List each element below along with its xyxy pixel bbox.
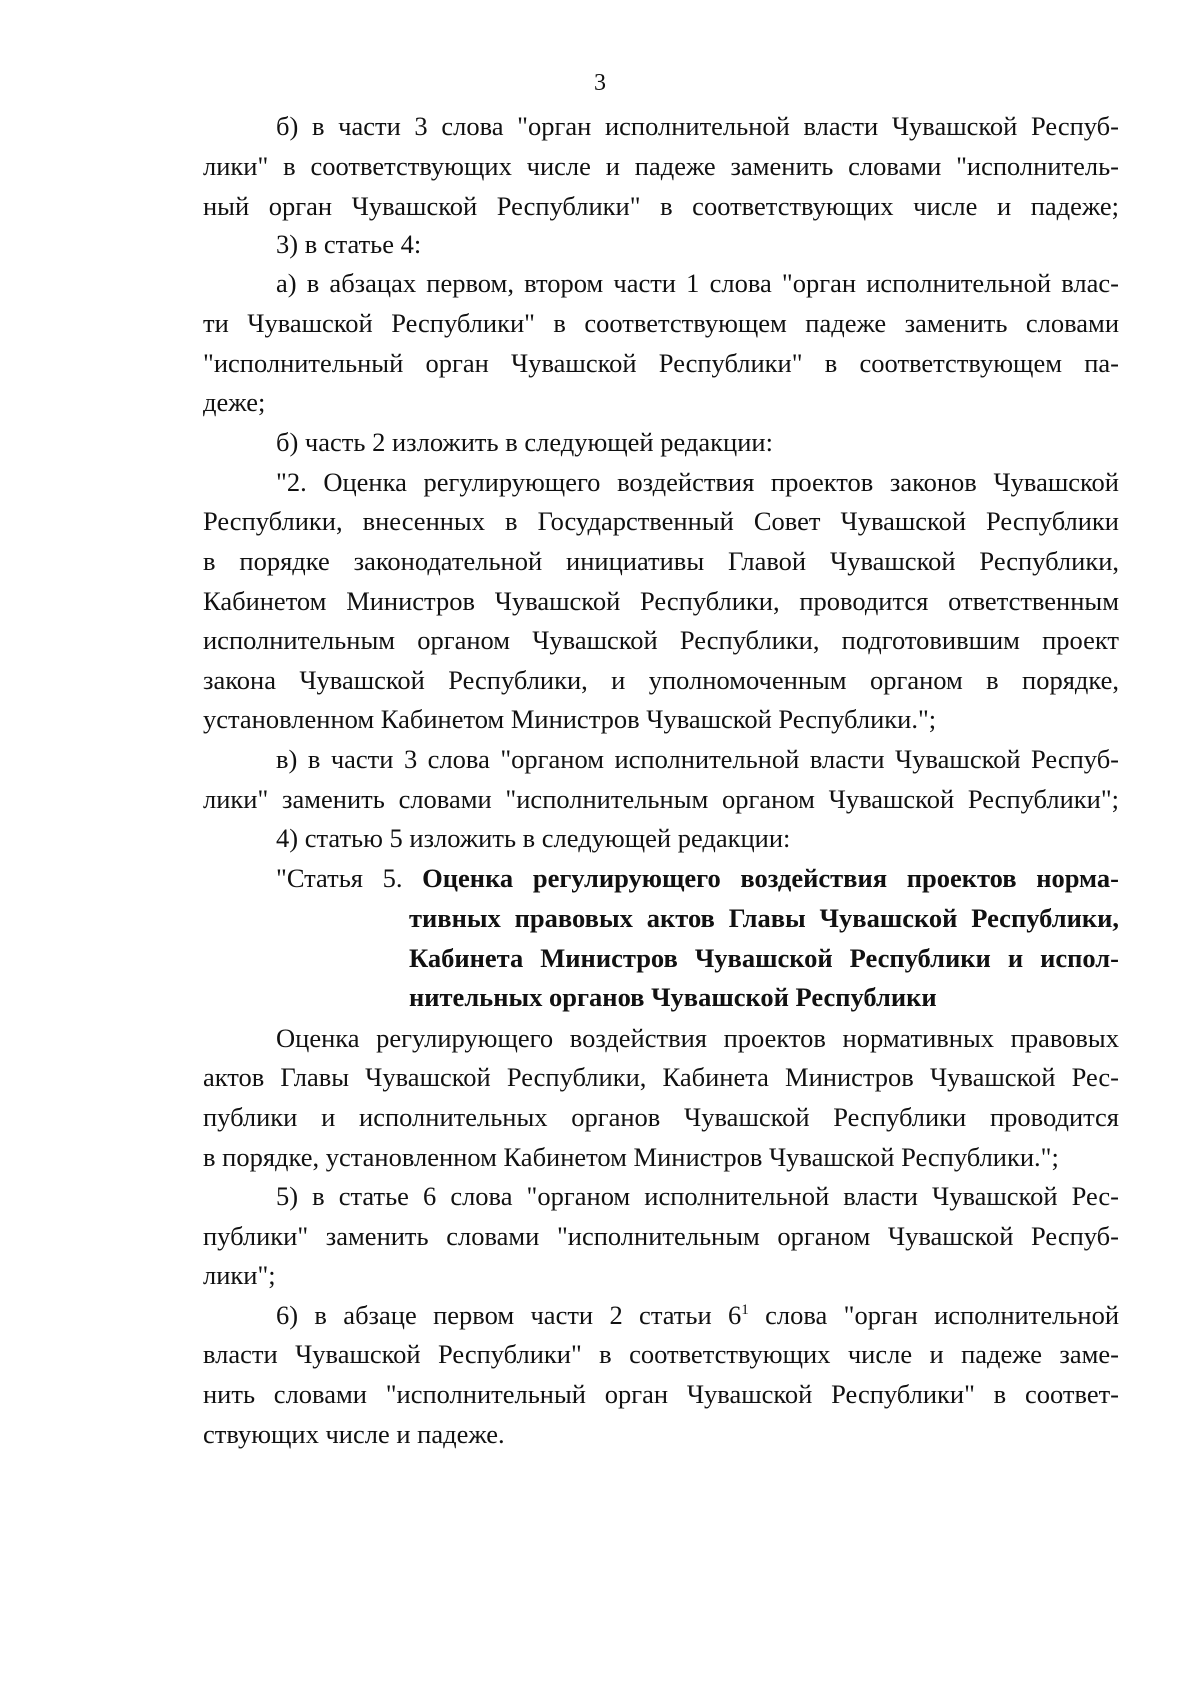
text-line: власти Чувашской Республики" в соответствующих числе и падеже заме- — [203, 1339, 1119, 1369]
text-line: ный орган Чувашской Республики" в соответствующих числе и падеже; — [203, 191, 1119, 221]
text-line: 5) в статье 6 слова "органом исполнительной власти Чувашской Рес- — [276, 1181, 1119, 1211]
text-line: ти Чувашской Республики" в соответствующем падеже заменить словами — [203, 308, 1119, 338]
page-number: 3 — [594, 70, 606, 96]
text-line: б) часть 2 изложить в следующей редакции: — [276, 427, 773, 457]
article-title-line: нительных органов Чувашской Республики — [409, 982, 937, 1012]
text-line: а) в абзацах первом, втором части 1 слова "орган исполнительной влас- — [276, 268, 1119, 298]
text-line: публики" заменить словами "исполнительным органом Чувашской Респуб- — [203, 1221, 1119, 1251]
text-line: Республики, внесенных в Государственный Совет Чувашской Республики — [203, 506, 1119, 536]
text-line: нить словами "исполнительный орган Чувашской Республики" в соответ- — [203, 1379, 1119, 1409]
text-line: Оценка регулирующего воздействия проектов нормативных правовых — [276, 1023, 1119, 1053]
superscript: 1 — [741, 1302, 749, 1318]
text-line: закона Чувашской Республики, и уполномоченным органом в порядке, — [203, 665, 1119, 695]
text-line: лики" заменить словами "исполнительным органом Чувашской Республики"; — [203, 784, 1119, 814]
item6-after: слова "орган исполнительной — [748, 1300, 1120, 1330]
text-line: б) в части 3 слова "орган исполнительной власти Чувашской Респуб- — [276, 111, 1119, 141]
article-title: Оценка регулирующего воздействия проектов норма- — [422, 863, 1120, 893]
text-line: публики и исполнительных органов Чувашской Республики проводится — [203, 1102, 1119, 1132]
text-line: в) в части 3 слова "органом исполнительной власти Чувашской Респуб- — [276, 744, 1119, 774]
text-line: лики"; — [203, 1260, 276, 1290]
text-line: "исполнительный орган Чувашской Республики" в соответствующем па- — [203, 348, 1119, 378]
text-line: лики" в соответствующих числе и падеже заменить словами "исполнитель- — [203, 151, 1119, 181]
text-line: "2. Оценка регулирующего воздействия проектов законов Чувашской — [276, 467, 1119, 497]
text-line: исполнительным органом Чувашской Республики, подготовившим проект — [203, 625, 1119, 655]
text-line: ствующих числе и падеже. — [203, 1419, 505, 1449]
text-line: 4) статью 5 изложить в следующей редакции: — [276, 823, 791, 853]
text-line: деже; — [203, 387, 266, 417]
item6-before: 6) в абзаце первом части 2 статьи 6 — [276, 1300, 742, 1330]
text-line: 3) в статье 4: — [276, 229, 422, 259]
text-line: установленном Кабинетом Министров Чувашской Республики."; — [203, 704, 937, 734]
text-line: Кабинетом Министров Чувашской Республики, проводится ответственным — [203, 586, 1119, 616]
text-line: актов Главы Чувашской Республики, Кабинета Министров Чувашской Рес- — [203, 1062, 1119, 1092]
article-title-line: Кабинета Министров Чувашской Республики и испол- — [409, 943, 1119, 973]
article-heading-line — [276, 857, 1119, 899]
text-line — [276, 1294, 1119, 1336]
text-line: в порядке законодательной инициативы Главой Чувашской Республики, — [203, 546, 1119, 576]
article-title-line: тивных правовых актов Главы Чувашской Республики, — [409, 903, 1119, 933]
text-line: в порядке, установленном Кабинетом Министров Чувашской Республики."; — [203, 1142, 1059, 1172]
article-label: "Статья 5. — [276, 863, 403, 893]
